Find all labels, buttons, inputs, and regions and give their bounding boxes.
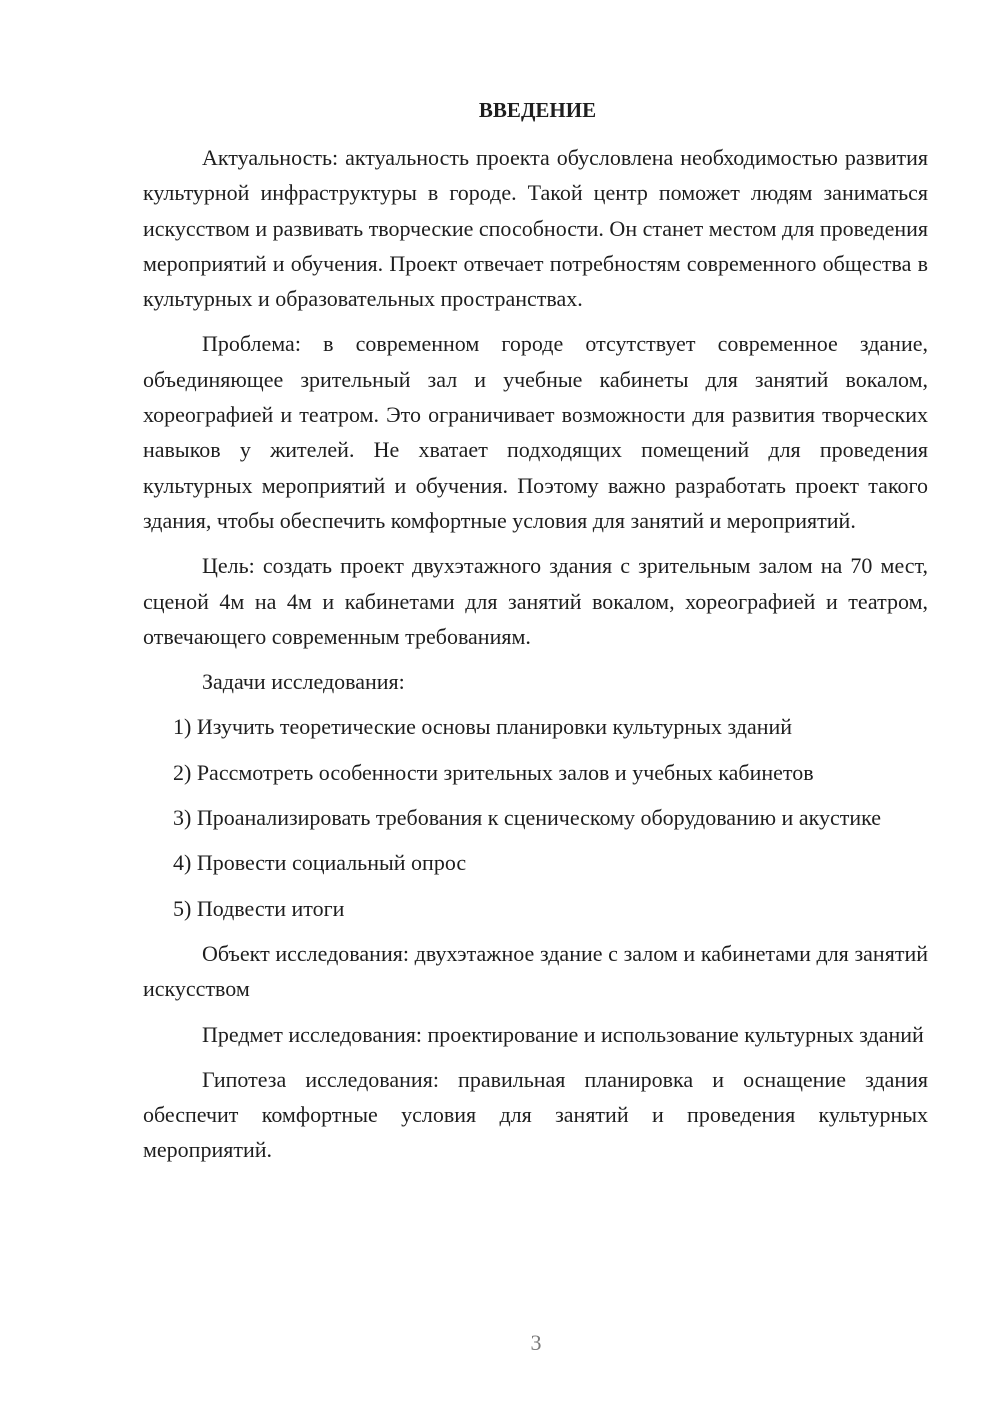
page-body [143,90,928,1168]
hypothesis-paragraph: Гипотеза исследования: правильная планировка и оснащение здания обеспечит комфортные условия для занятий и проведения культурных мероприятий. [143,1066,928,1163]
problem-paragraph: Проблема: в современном городе отсутствует современное здание, объединяющее зрительный зал и учебные кабинеты для занятий вокалом, хореографией и театром. Это ограничивает возможности для развития творческих навыков у жителей. Не хватает подходящих помещений для проведения культурных мероприятий и обучения. Поэтому важно разработать проект такого здания, чтобы обеспечить комфортные условия для занятий и мероприятий. [143,331,928,533]
task-item-1: 1) Изучить теоретические основы планировки культурных зданий [173,714,793,740]
page-number: 3 [530,1330,542,1355]
subject-paragraph: Предмет исследования: проектирование и использование культурных зданий [202,1021,924,1047]
object-paragraph: Объект исследования: двухэтажное здание с залом и кабинетами для занятий искусством [143,940,928,1002]
goal-paragraph: Цель: создать проект двухэтажного здания с зрительным залом на 70 мест, сценой 4м на 4м и кабинетами для занятий вокалом, хореографией и театром, отвечающего современным требованиям. [143,553,928,649]
task-item-4: 4) Провести социальный опрос [173,850,467,876]
task-item-2: 2) Рассмотреть особенности зрительных залов и учебных кабинетов [173,759,814,785]
relevance-paragraph: Актуальность: актуальность проекта обусловлена необходимостью развития культурной инфраструктуры в городе. Такой центр поможет людям заниматься искусством и развивать творческие способности. Он станет местом для проведения мероприятий и обучения. Проект отвечает потребностям современного общества в культурных и образовательных пространствах. [143,145,928,312]
page-title: ВВЕДЕНИЕ [478,98,597,122]
tasks-title: Задачи исследования: [202,669,405,695]
task-item-5: 5) Подвести итоги [173,895,345,921]
task-item-3: 3) Проанализировать требования к сценическому оборудованию и акустике [173,805,882,831]
